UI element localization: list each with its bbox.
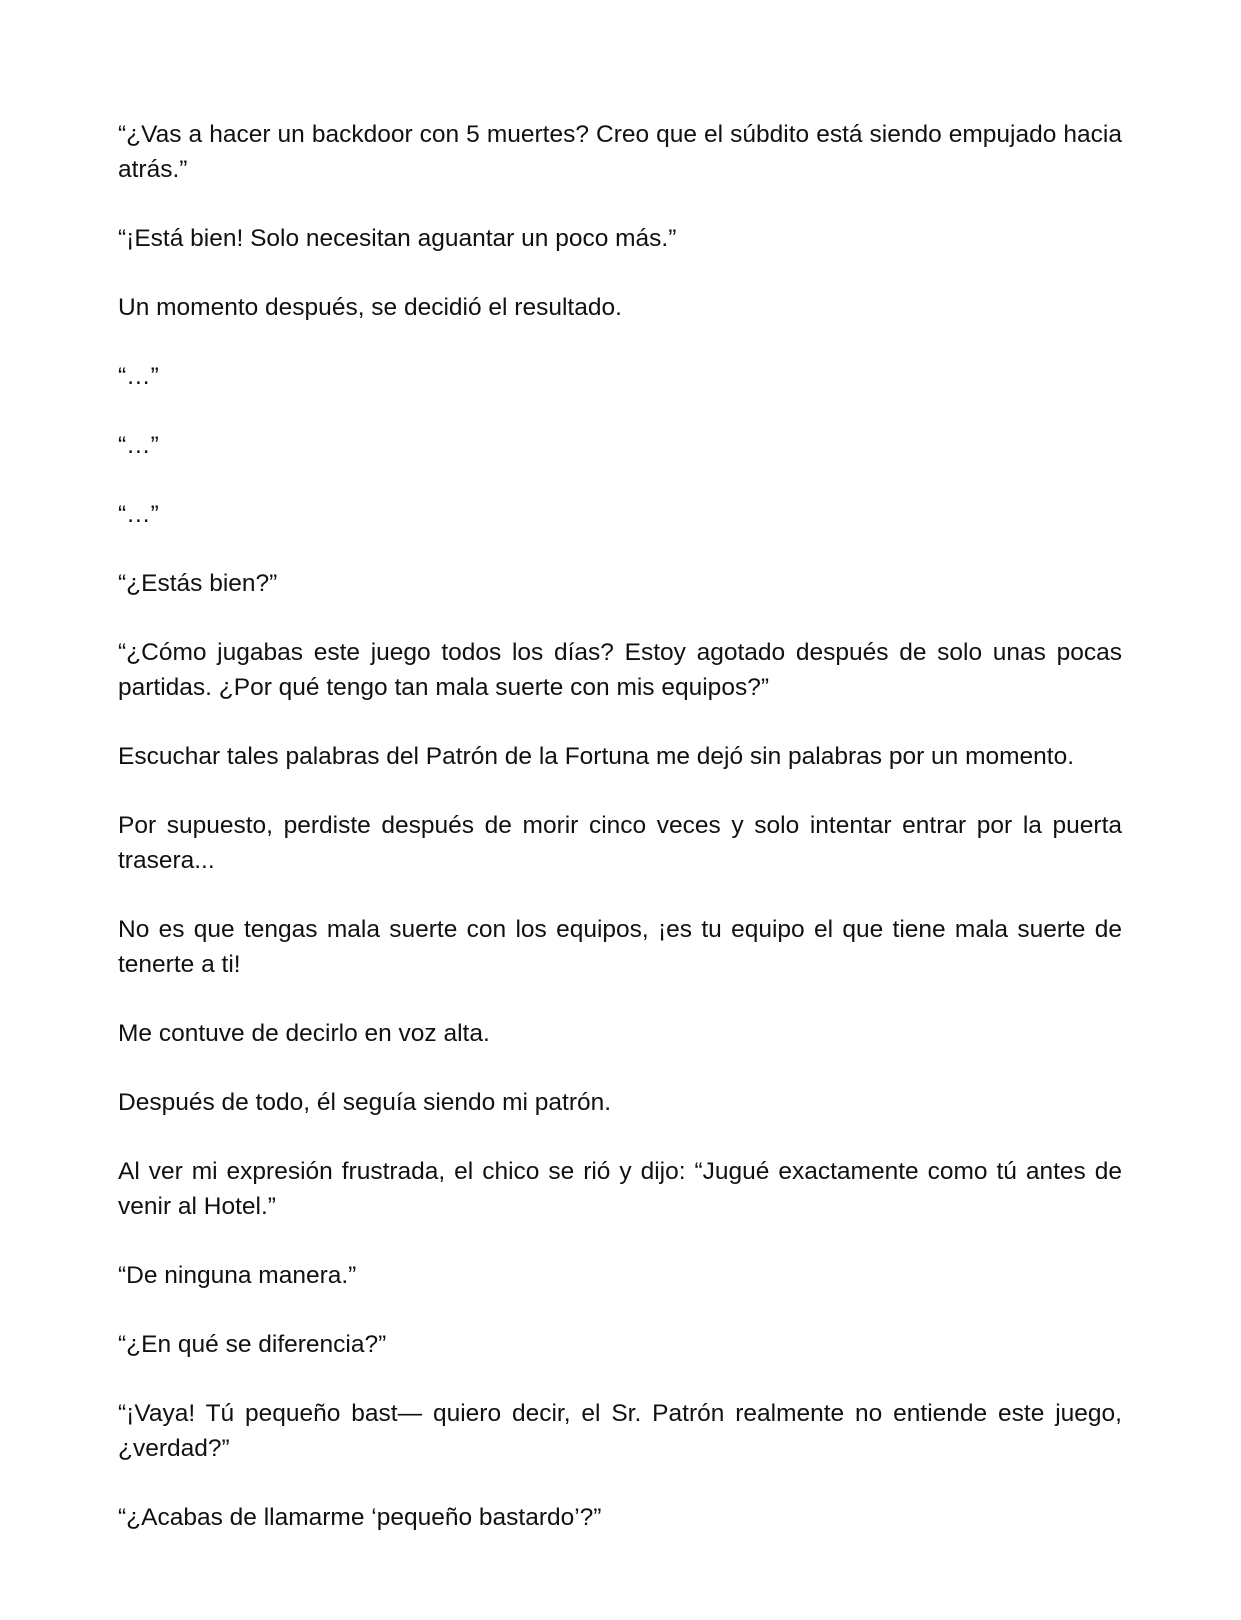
paragraph: “¿Acabas de llamarme ‘pequeño bastardo’?” xyxy=(118,1504,602,1531)
paragraph: “¿Vas a hacer un backdoor con 5 muertes? Creo que el súbdito está siendo empujado hacia atrás.” xyxy=(118,121,1122,183)
paragraph: “¡Vaya! Tú pequeño bast— quiero decir, el Sr. Patrón realmente no entiende este juego, ¿verdad?” xyxy=(118,1400,1122,1462)
paragraph: Por supuesto, perdiste después de morir cinco veces y solo intentar entrar por la puerta trasera... xyxy=(118,812,1122,874)
paragraph: “¿Cómo jugabas este juego todos los días? Estoy agotado después de solo unas pocas partidas. ¿Por qué tengo tan mala suerte con mis equipos?” xyxy=(118,639,1122,701)
paragraph: “…” xyxy=(118,363,159,390)
paragraph: “De ninguna manera.” xyxy=(118,1262,357,1289)
document-body xyxy=(118,117,1122,1569)
paragraph: Escuchar tales palabras del Patrón de la Fortuna me dejó sin palabras por un momento. xyxy=(118,743,1075,770)
paragraph: Al ver mi expresión frustrada, el chico se rió y dijo: “Jugué exactamente como tú antes de venir al Hotel.” xyxy=(118,1158,1122,1220)
paragraph: “…” xyxy=(118,501,159,528)
paragraph: “…” xyxy=(118,432,159,459)
paragraph: Un momento después, se decidió el resultado. xyxy=(118,294,622,321)
paragraph: No es que tengas mala suerte con los equipos, ¡es tu equipo el que tiene mala suerte de tenerte a ti! xyxy=(118,916,1122,978)
paragraph: Me contuve de decirlo en voz alta. xyxy=(118,1020,490,1047)
paragraph: “¿En qué se diferencia?” xyxy=(118,1331,387,1358)
paragraph: Después de todo, él seguía siendo mi patrón. xyxy=(118,1089,612,1116)
paragraph: “¿Estás bien?” xyxy=(118,570,278,597)
paragraph: “¡Está bien! Solo necesitan aguantar un poco más.” xyxy=(118,225,677,252)
